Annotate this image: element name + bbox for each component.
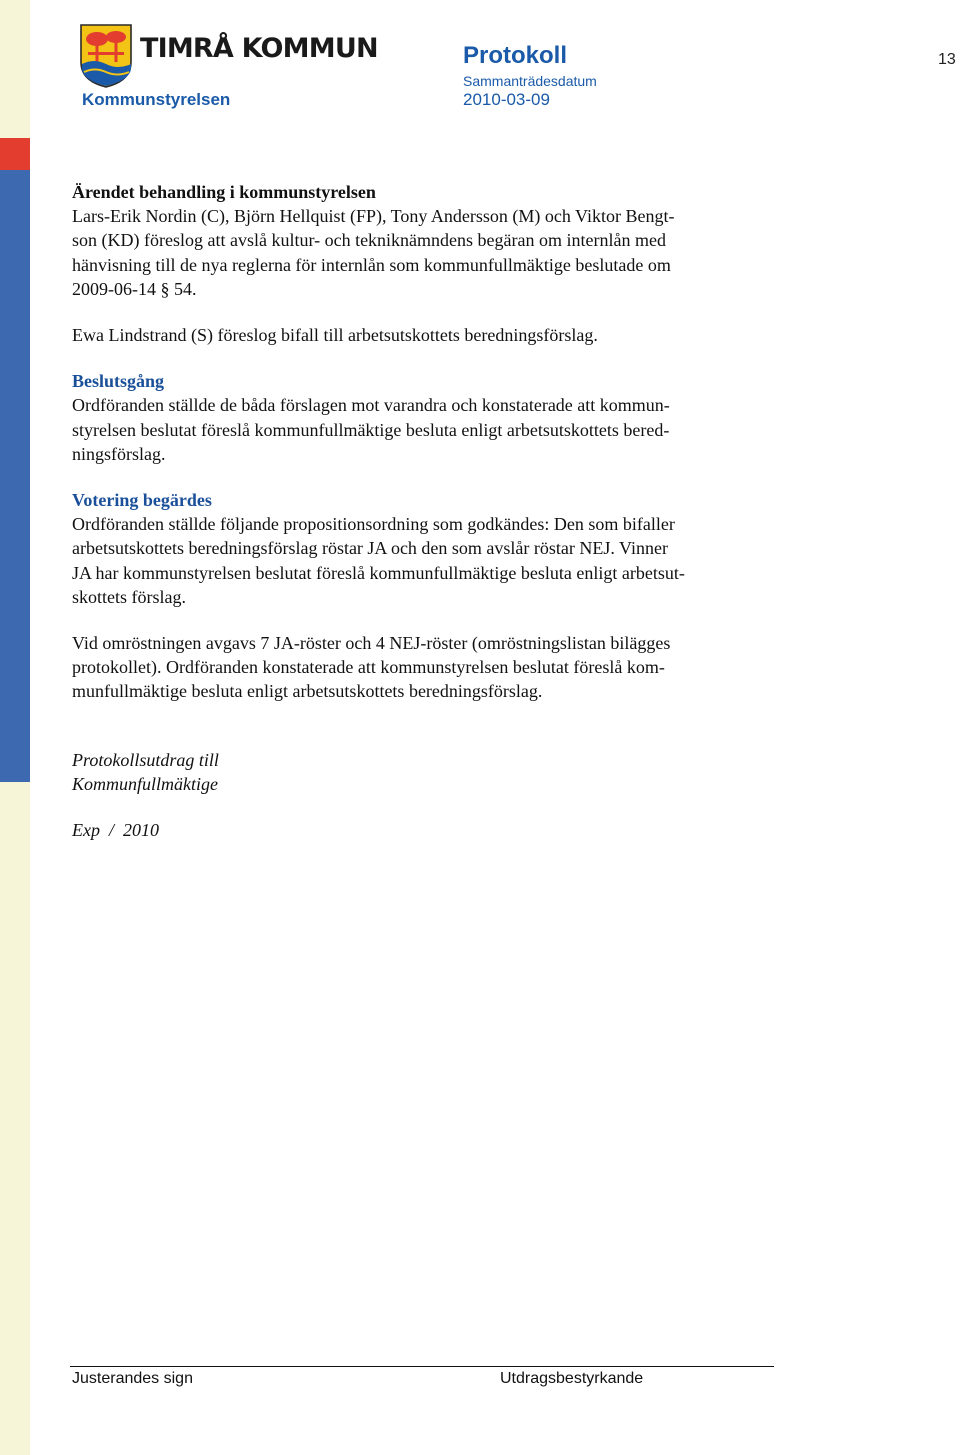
text-line: Kommunfullmäktige bbox=[72, 773, 218, 794]
side-band-bottom bbox=[0, 782, 30, 1455]
text-line: Lars-Erik Nordin (C), Björn Hellquist (FP), Tony Andersson (M) och Viktor Bengt- bbox=[72, 206, 675, 227]
text-line: munfullmäktige besluta enligt arbetsutskottets beredningsförslag. bbox=[72, 681, 543, 702]
meeting-date-value: 2010-03-09 bbox=[463, 90, 550, 109]
text-line: arbetsutskottets beredningsförslag röstar JA och den som avslår röstar NEJ. Vinner bbox=[72, 538, 668, 559]
brand-name: TIMRÅ KOMMUN bbox=[140, 33, 378, 64]
document-body bbox=[72, 180, 762, 842]
side-band-top bbox=[0, 0, 30, 138]
side-band-blue bbox=[0, 170, 30, 782]
document-title: Protokoll bbox=[463, 42, 568, 69]
municipal-coat-of-arms-logo bbox=[78, 22, 134, 88]
paragraph-vote-order bbox=[72, 512, 762, 609]
text-line: protokollet). Ordföranden konstaterade att kommunstyrelsen beslutat föreslå kom- bbox=[72, 657, 665, 678]
text-line: Vid omröstningen avgavs 7 JA-röster och 4 NEJ-röster (omröstningslistan bilägges bbox=[72, 633, 671, 654]
expedition-note: Exp / 2010 bbox=[72, 820, 159, 841]
meeting-date-label: Sammanträdesdatum bbox=[463, 73, 597, 89]
text-line: son (KD) föreslog att avslå kultur- och tekniknämndens begäran om internlån med bbox=[72, 230, 666, 251]
text-line: 2009-06-14 § 54. bbox=[72, 278, 197, 299]
text-line: ningsförslag. bbox=[72, 443, 166, 464]
paragraph-proposal bbox=[72, 204, 762, 301]
page-number: 13 bbox=[938, 51, 956, 68]
section-heading-vote: Votering begärdes bbox=[72, 490, 212, 511]
extract-certification-label: Utdragsbestyrkande bbox=[500, 1370, 644, 1387]
side-band-red bbox=[0, 138, 30, 170]
text-line: Ordföranden ställde följande propositionsordning som godkändes: Den som bifaller bbox=[72, 514, 675, 535]
protocol-extract-note bbox=[72, 748, 762, 796]
section-heading-decision-process: Beslutsgång bbox=[72, 371, 165, 392]
paragraph-vote-result bbox=[72, 631, 762, 704]
text-line: skottets förslag. bbox=[72, 586, 186, 607]
organization-name: Kommunstyrelsen bbox=[82, 90, 231, 109]
text-line: Protokollsutdrag till bbox=[72, 749, 219, 770]
text-line: Ordföranden ställde de båda förslagen mot varandra och konstaterade att kommun- bbox=[72, 395, 670, 416]
paragraph-decision bbox=[72, 393, 762, 466]
text-line: JA har kommunstyrelsen beslutat föreslå kommunfullmäktige besluta enligt arbetsut- bbox=[72, 562, 685, 583]
section-heading-treatment: Ärendet behandling i kommunstyrelsen bbox=[72, 182, 376, 202]
signature-line bbox=[70, 1366, 774, 1367]
adjuster-signature-label: Justerandes sign bbox=[72, 1370, 193, 1387]
text-line: styrelsen beslutat föreslå kommunfullmäktige besluta enligt arbetsutskottets bered- bbox=[72, 419, 670, 440]
paragraph-support: Ewa Lindstrand (S) föreslog bifall till arbetsutskottets beredningsförslag. bbox=[72, 325, 598, 346]
text-line: hänvisning till de nya reglerna för internlån som kommunfullmäktige beslutade om bbox=[72, 254, 671, 275]
